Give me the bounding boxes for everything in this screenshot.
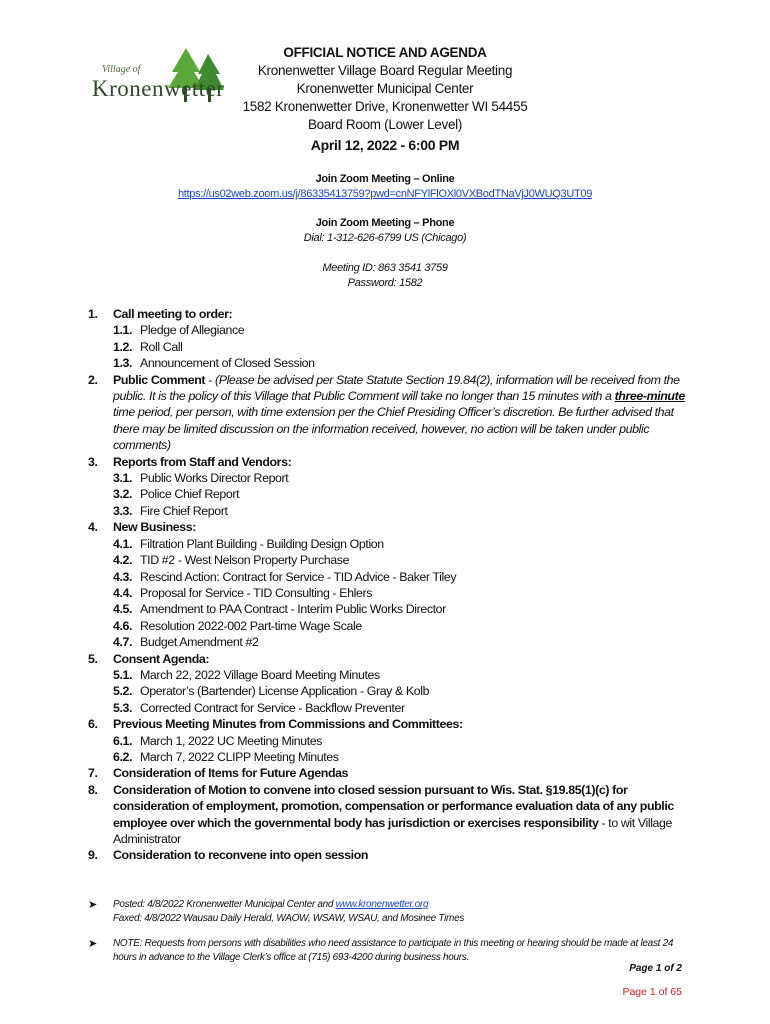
- subitem-number: 6.2.: [113, 749, 133, 764]
- subitem-text: Fire Chief Report: [140, 503, 228, 518]
- subitem-text: Pledge of Allegiance: [140, 323, 245, 338]
- subitem-text: Amendment to PAA Contract - Interim Public Works Director: [140, 602, 446, 617]
- subitem-text: TID #2 - West Nelson Property Purchase: [140, 553, 350, 568]
- venue-address: 1582 Kronenwetter Drive, Kronenwetter WI 54455: [242, 99, 528, 114]
- subitem-text: March 1, 2022 UC Meeting Minutes: [140, 733, 323, 748]
- subitem-text: Proposal for Service - TID Consulting - Ehlers: [140, 585, 373, 600]
- village-logo: [88, 46, 228, 108]
- meeting-date: April 12, 2022 - 6:00 PM: [310, 137, 460, 153]
- item-sep: -: [205, 372, 215, 387]
- agenda-subitem: [88, 470, 688, 486]
- subitem-number: 5.1.: [113, 667, 133, 682]
- agenda-item: [88, 519, 688, 535]
- agenda-item: [88, 306, 688, 322]
- agenda-subitem: [88, 601, 688, 617]
- zoom-online-block: [150, 172, 620, 202]
- subitem-text: Police Chief Report: [140, 487, 240, 502]
- item-number: 5.: [88, 651, 98, 666]
- subitem-number: 1.1.: [113, 323, 133, 338]
- agenda-item: [88, 847, 688, 863]
- subitem-number: 4.6.: [113, 618, 133, 633]
- subitem-number: 1.3.: [113, 356, 133, 371]
- subitem-number: 5.2.: [113, 684, 133, 699]
- zoom-password: Password: 1582: [347, 277, 423, 289]
- subitem-number: 4.5.: [113, 602, 133, 617]
- subitem-number: 4.3.: [113, 569, 133, 584]
- faxed-text: Faxed: 4/8/2022 Wausau Daily Herald, WAOW, WSAW, WSAU, and Mosinee Times: [113, 913, 465, 924]
- item-number: 1.: [88, 307, 98, 321]
- zoom-phone-block: [150, 216, 620, 291]
- subitem-text: Roll Call: [140, 339, 183, 354]
- item-heading: Consent Agenda:: [113, 651, 210, 666]
- subitem-number: 3.1.: [113, 471, 133, 486]
- zoom-online-label: Join Zoom Meeting – Online: [315, 173, 455, 185]
- agenda-list: [88, 306, 688, 864]
- item-heading: Call meeting to order:: [113, 307, 233, 321]
- agenda-subitem: [88, 552, 688, 568]
- subitem-text: Operator’s (Bartender) License Application - Gray & Kolb: [140, 684, 430, 699]
- agenda-subitem: [88, 683, 688, 699]
- agenda-subitem: [88, 585, 688, 601]
- item-heading: Previous Meeting Minutes from Commissions and Committees:: [113, 717, 463, 732]
- subitem-text: Rescind Action: Contract for Service - TID Advice - Baker Tiley: [140, 569, 457, 584]
- document-page-number: Page 1 of 2: [629, 963, 682, 974]
- agenda-subitem: [88, 733, 688, 749]
- logo-village-of: Village of: [102, 64, 141, 75]
- subitem-text: Budget Amendment #2: [140, 635, 259, 650]
- agenda-item: [88, 765, 688, 781]
- subitem-number: 4.4.: [113, 585, 133, 600]
- agenda-item: [88, 651, 688, 667]
- arrow-bullet-icon: ➤: [88, 899, 97, 911]
- item-heading: New Business:: [113, 520, 196, 535]
- agenda-subitem: [88, 355, 688, 371]
- sublist: [88, 733, 688, 766]
- zoom-phone-label: Join Zoom Meeting – Phone: [315, 217, 455, 229]
- website-link[interactable]: www.kronenwetter.org: [335, 899, 429, 910]
- item-number: 7.: [88, 766, 98, 781]
- subitem-text: Public Works Director Report: [140, 471, 289, 486]
- item-heading: Public Comment: [113, 372, 206, 387]
- agenda-subitem: [88, 536, 688, 552]
- subitem-text: March 7, 2022 CLIPP Meeting Minutes: [140, 749, 339, 764]
- sublist: [88, 322, 688, 371]
- agenda-item: [88, 454, 688, 470]
- note-text: NOTE: Requests from persons with disabilities who need assistance to participate in this meeting or hearing should be made at least 24 hours in advance to the Village Clerk’s office at (715) 693-4200 during business hours.: [113, 938, 674, 963]
- three-minute-emphasis: three-minute: [614, 389, 685, 404]
- subitem-number: 1.2.: [113, 339, 133, 354]
- subitem-number: 3.2.: [113, 487, 133, 502]
- zoom-dial: Dial: 1-312-626-6799 US (Chicago): [303, 232, 467, 244]
- subitem-text: Announcement of Closed Session: [140, 356, 315, 371]
- venue-name: Kronenwetter Municipal Center: [296, 81, 474, 96]
- item-tail: - to wit Village Administrator: [113, 815, 673, 846]
- subitem-number: 6.1.: [113, 733, 133, 748]
- subitem-number: 3.3.: [113, 503, 133, 518]
- item-number: 9.: [88, 848, 98, 863]
- agenda-item: [88, 372, 688, 454]
- meeting-name: Kronenwetter Village Board Regular Meeting: [257, 63, 513, 78]
- posted-text: Posted: 4/8/2022 Kronenwetter Municipal Center and: [113, 899, 336, 910]
- page-title: OFFICIAL NOTICE AND AGENDA: [283, 45, 487, 60]
- item-heading: Consideration to reconvene into open session: [113, 848, 369, 863]
- agenda-subitem: [88, 503, 688, 519]
- zoom-link[interactable]: https://us02web.zoom.us/j/86335413759?pwd=cnNFYlFlOXl0VXBodTNaVjJ0WUQ3UT09: [177, 188, 593, 200]
- disability-note: [88, 937, 688, 965]
- item-heading: Reports from Staff and Vendors:: [113, 454, 292, 469]
- item-heading: Consideration of Items for Future Agendas: [113, 766, 349, 781]
- subitem-number: 4.2.: [113, 553, 133, 568]
- item-number: 2.: [88, 372, 98, 387]
- notice-header: [220, 44, 550, 154]
- venue-room: Board Room (Lower Level): [307, 117, 463, 132]
- item-number: 8.: [88, 782, 98, 797]
- subitem-number: 5.3.: [113, 700, 133, 715]
- zoom-meeting-id: Meeting ID: 863 3541 3759: [322, 262, 448, 274]
- arrow-bullet-icon: ➤: [88, 938, 97, 950]
- public-comment-note-cont: time period, per person, with time extension per the Chief Presiding Officer’s discretion. Be further advised that there may be limited discussion on the information received, however, no action will be taken under public comments): [113, 405, 674, 453]
- agenda-subitem: [88, 749, 688, 765]
- agenda-subitem: [88, 700, 688, 716]
- agenda-subitem: [88, 322, 688, 338]
- item-heading: Consideration of Motion to convene into closed session pursuant to Wis. Stat. §19.85(1)(c) for consideration of employment, promotion, compensation or performance evaluation data of any public employee over which the governmental body has jurisdiction or exercises responsibility: [113, 782, 674, 830]
- agenda-subitem: [88, 634, 688, 650]
- subitem-text: March 22, 2022 Village Board Meeting Minutes: [140, 667, 380, 682]
- subitem-text: Filtration Plant Building - Building Design Option: [140, 536, 384, 551]
- public-comment-note: (Please be advised per State Statute Section 19.84(2), information will be received from the public. It is the policy of this Village that Public Comment will take no longer than 15 minutes with a: [113, 372, 680, 404]
- agenda-subitem: [88, 569, 688, 585]
- posted-note: [88, 898, 688, 926]
- viewer-page-indicator: Page 1 of 65: [622, 986, 682, 998]
- agenda-subitem: [88, 486, 688, 502]
- agenda-subitem: [88, 339, 688, 355]
- item-number: 4.: [88, 520, 98, 535]
- sublist: [88, 470, 688, 519]
- item-number: 3.: [88, 454, 98, 469]
- logo-wordmark: Kronenwetter: [92, 76, 225, 101]
- agenda-item: [88, 782, 688, 848]
- item-number: 6.: [88, 717, 98, 732]
- subitem-text: Corrected Contract for Service - Backflow Preventer: [140, 700, 405, 715]
- sublist: [88, 536, 688, 651]
- agenda-subitem: [88, 667, 688, 683]
- subitem-number: 4.7.: [113, 635, 133, 650]
- sublist: [88, 667, 688, 716]
- agenda-item: [88, 716, 688, 732]
- subitem-text: Resolution 2022-002 Part-time Wage Scale: [140, 618, 362, 633]
- subitem-number: 4.1.: [113, 536, 133, 551]
- agenda-subitem: [88, 618, 688, 634]
